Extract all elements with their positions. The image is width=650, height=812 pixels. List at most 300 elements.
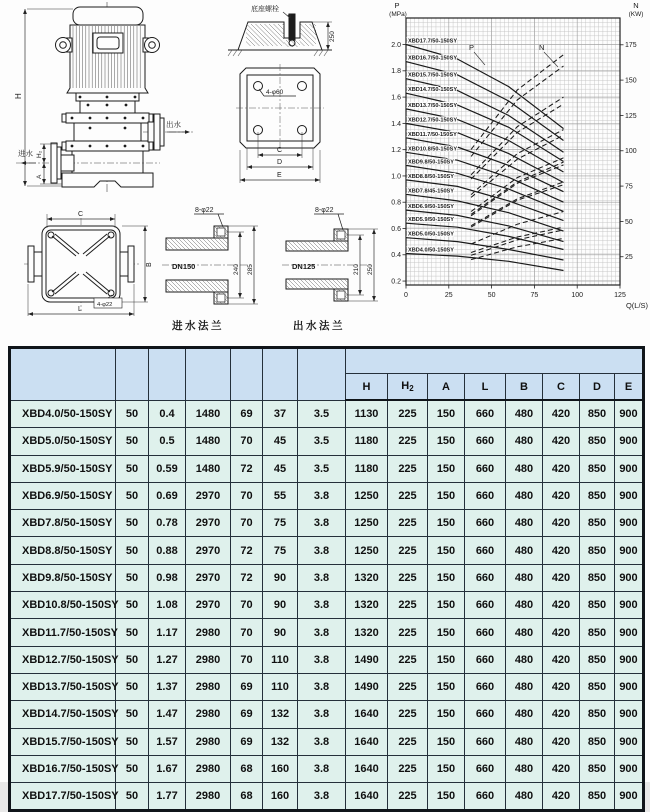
spec-cell: 900 xyxy=(615,537,644,564)
spec-cell: 850 xyxy=(580,701,615,728)
spec-cell: 0.98 xyxy=(149,564,186,591)
p-tick-label: 0.2 xyxy=(391,278,401,286)
spec-cell: 72 xyxy=(231,455,263,482)
performance-chart xyxy=(390,0,650,320)
spec-cell: 1320 xyxy=(346,592,388,619)
power-curves-callout: N xyxy=(539,43,545,52)
spec-cell: 420 xyxy=(543,728,580,755)
spec-cell: 660 xyxy=(465,428,506,455)
p-tick-label: 1.0 xyxy=(391,173,401,181)
spec-cell: 3.8 xyxy=(298,728,346,755)
curve-label: XBD4.0/50-150SY xyxy=(408,247,455,254)
top-view-dim-b: B xyxy=(146,262,153,267)
spec-cell: 900 xyxy=(615,701,644,728)
spec-cell: 50 xyxy=(116,646,149,673)
pressure-curves-callout: P xyxy=(469,43,475,52)
spec-cell: 660 xyxy=(465,728,506,755)
spec-cell: 150 xyxy=(428,728,465,755)
spec-cell: 150 xyxy=(428,537,465,564)
spec-cell: 900 xyxy=(615,755,644,782)
spec-cell: 3.8 xyxy=(298,673,346,700)
spec-cell: 150 xyxy=(428,755,465,782)
spec-cell: 480 xyxy=(506,755,543,782)
spec-cell: 660 xyxy=(465,482,506,509)
spec-cell: 850 xyxy=(580,592,615,619)
p-tick-label: 0.4 xyxy=(391,252,401,260)
spec-cell: 660 xyxy=(465,783,506,811)
spec-cell: 50 xyxy=(116,428,149,455)
table-row xyxy=(10,455,644,482)
spec-cell: 480 xyxy=(506,455,543,482)
spec-cell: 37 xyxy=(263,400,298,428)
foundation-depth-label: 250 xyxy=(329,31,336,42)
spec-cell: 70 xyxy=(231,646,263,673)
spec-cell: 900 xyxy=(615,564,644,591)
q-tick-label: 25 xyxy=(444,292,453,299)
spec-cell: 150 xyxy=(428,619,465,646)
spec-cell: 150 xyxy=(428,783,465,811)
model-cell: XBD9.8/50-150SY xyxy=(10,564,116,591)
header-empty-2 xyxy=(149,348,186,401)
spec-cell: 70 xyxy=(231,619,263,646)
outlet-label: 出水 xyxy=(166,120,181,129)
n-tick-label: 75 xyxy=(625,183,633,191)
table-row xyxy=(10,755,644,782)
spec-cell: 3.8 xyxy=(298,701,346,728)
spec-cell: 850 xyxy=(580,619,615,646)
inlet-label: 进水 xyxy=(18,149,33,158)
curve-label: XBD11.7/50-150SY xyxy=(408,131,457,138)
spec-cell: 3.5 xyxy=(298,400,346,428)
spec-cell: 2970 xyxy=(186,482,231,509)
outlet-flange-od: 250 xyxy=(367,264,374,275)
spec-cell: 850 xyxy=(580,673,615,700)
model-cell: XBD13.7/50-150SY xyxy=(10,673,116,700)
spec-cell: 50 xyxy=(116,619,149,646)
spec-cell: 150 xyxy=(428,482,465,509)
spec-table xyxy=(8,346,645,812)
dim-header-cell: B xyxy=(506,374,543,401)
spec-cell: 850 xyxy=(580,455,615,482)
spec-cell: 70 xyxy=(231,510,263,537)
curve-label: XBD9.8/50-150SY xyxy=(408,159,455,166)
spec-cell: 1250 xyxy=(346,510,388,537)
header-empty-5 xyxy=(263,348,298,401)
spec-cell: 660 xyxy=(465,755,506,782)
spec-cell: 660 xyxy=(465,400,506,428)
q-tick-label: 100 xyxy=(571,292,584,299)
foundation-bolt-caption: 底座螺栓 xyxy=(251,6,279,13)
dim-header-cell: A xyxy=(428,374,465,401)
model-cell: XBD4.0/50-150SY xyxy=(10,400,116,428)
spec-cell: 1.17 xyxy=(149,619,186,646)
spec-cell: 850 xyxy=(580,510,615,537)
outlet-flange-dn: DN125 xyxy=(292,262,316,271)
spec-cell: 900 xyxy=(615,619,644,646)
table-row xyxy=(10,783,644,811)
spec-cell: 850 xyxy=(580,428,615,455)
spec-cell: 150 xyxy=(428,510,465,537)
spec-cell: 225 xyxy=(388,783,428,811)
model-cell: XBD5.0/50-150SY xyxy=(10,428,116,455)
n-axis-title-symbol: N xyxy=(633,1,639,10)
header-empty-4 xyxy=(231,348,263,401)
spec-cell: 2980 xyxy=(186,673,231,700)
spec-cell: 110 xyxy=(263,646,298,673)
spec-cell: 900 xyxy=(615,455,644,482)
dim-h-label: H xyxy=(14,93,23,99)
spec-cell: 0.69 xyxy=(149,482,186,509)
p-tick-label: 1.6 xyxy=(391,94,401,102)
spec-cell: 225 xyxy=(388,619,428,646)
q-tick-label: 125 xyxy=(614,292,626,299)
spec-cell: 420 xyxy=(543,619,580,646)
spec-cell: 660 xyxy=(465,673,506,700)
spec-cell: 55 xyxy=(263,482,298,509)
spec-cell: 420 xyxy=(543,537,580,564)
p-axis-title-symbol: P xyxy=(394,1,400,10)
spec-cell: 90 xyxy=(263,564,298,591)
spec-cell: 3.8 xyxy=(298,537,346,564)
spec-cell: 480 xyxy=(506,564,543,591)
spec-cell: 69 xyxy=(231,673,263,700)
spec-cell: 480 xyxy=(506,619,543,646)
spec-cell: 2980 xyxy=(186,646,231,673)
spec-cell: 1480 xyxy=(186,455,231,482)
spec-cell: 480 xyxy=(506,592,543,619)
table-row xyxy=(10,728,644,755)
header-dimensions-group xyxy=(346,348,644,374)
n-axis-title-unit: (KW) xyxy=(628,11,644,18)
spec-cell: 1130 xyxy=(346,400,388,428)
model-cell: XBD7.8/50-150SY xyxy=(10,510,116,537)
spec-cell: 420 xyxy=(543,482,580,509)
spec-cell: 2980 xyxy=(186,701,231,728)
table-row xyxy=(10,701,644,728)
spec-cell: 0.88 xyxy=(149,537,186,564)
curve-label: XBD13.7/50-150SY xyxy=(408,102,458,109)
curve-label: XBD8.8/50-150SY xyxy=(408,173,455,180)
spec-cell: 1.27 xyxy=(149,646,186,673)
model-cell: XBD11.7/50-150SY xyxy=(10,619,116,646)
dim-header-cell: H xyxy=(346,374,388,401)
spec-cell: 660 xyxy=(465,701,506,728)
spec-cell: 900 xyxy=(615,428,644,455)
base-plan-drawing xyxy=(236,64,324,152)
spec-cell: 420 xyxy=(543,455,580,482)
spec-cell: 3.8 xyxy=(298,592,346,619)
spec-cell: 420 xyxy=(543,755,580,782)
p-tick-label: 1.2 xyxy=(391,147,401,155)
model-cell: XBD8.8/50-150SY xyxy=(10,537,116,564)
spec-cell: 50 xyxy=(116,783,149,811)
spec-cell: 420 xyxy=(543,701,580,728)
spec-cell: 160 xyxy=(263,755,298,782)
model-cell: XBD14.7/50-150SY xyxy=(10,701,116,728)
spec-cell: 660 xyxy=(465,537,506,564)
spec-cell: 420 xyxy=(543,646,580,673)
header-empty-1 xyxy=(116,348,149,401)
spec-cell: 1490 xyxy=(346,646,388,673)
spec-cell: 850 xyxy=(580,783,615,811)
p-axis-title-unit: (MPa) xyxy=(389,11,407,18)
spec-cell: 225 xyxy=(388,510,428,537)
spec-cell: 110 xyxy=(263,673,298,700)
p-tick-label: 0.6 xyxy=(391,225,401,233)
spec-cell: 225 xyxy=(388,755,428,782)
spec-cell: 2970 xyxy=(186,592,231,619)
q-axis-label: Q(L/S) xyxy=(625,301,649,310)
table-row xyxy=(10,510,644,537)
inlet-flange-od: 285 xyxy=(247,264,254,275)
top-view-dim-c: C xyxy=(78,211,84,218)
base-plan-dim-e: E xyxy=(277,172,282,179)
spec-cell: 225 xyxy=(388,564,428,591)
spec-cell: 70 xyxy=(231,592,263,619)
spec-cell: 1.47 xyxy=(149,701,186,728)
curve-label: XBD14.7/50-150SY xyxy=(408,87,458,94)
spec-cell: 850 xyxy=(580,646,615,673)
spec-cell: 480 xyxy=(506,646,543,673)
spec-cell: 70 xyxy=(231,482,263,509)
model-cell: XBD10.8/50-150SY xyxy=(10,592,116,619)
n-tick-label: 125 xyxy=(625,112,637,120)
dim-header-cell: D xyxy=(580,374,615,401)
spec-cell: 0.5 xyxy=(149,428,186,455)
q-tick-label: 50 xyxy=(487,292,496,299)
spec-cell: 660 xyxy=(465,592,506,619)
table-row xyxy=(10,428,644,455)
spec-cell: 50 xyxy=(116,510,149,537)
spec-cell: 660 xyxy=(465,619,506,646)
p-tick-label: 1.8 xyxy=(391,68,401,76)
inlet-flange-callout: 8-φ22 xyxy=(195,207,214,214)
spec-cell: 150 xyxy=(428,455,465,482)
header-empty-model xyxy=(10,348,116,401)
spec-cell: 50 xyxy=(116,455,149,482)
spec-cell: 3.5 xyxy=(298,455,346,482)
spec-cell: 3.5 xyxy=(298,428,346,455)
spec-cell: 900 xyxy=(615,482,644,509)
spec-cell: 480 xyxy=(506,510,543,537)
p-tick-label: 1.4 xyxy=(391,120,401,128)
spec-cell: 50 xyxy=(116,673,149,700)
spec-cell: 225 xyxy=(388,592,428,619)
spec-cell: 850 xyxy=(580,537,615,564)
model-cell: XBD6.9/50-150SY xyxy=(10,482,116,509)
spec-cell: 1.67 xyxy=(149,755,186,782)
curve-label: XBD17.7/50-150SY xyxy=(408,38,458,45)
top-view-callout: 4-φ22 xyxy=(97,302,113,308)
model-cell: XBD5.9/50-150SY xyxy=(10,455,116,482)
pump-front-view-drawing xyxy=(16,2,194,192)
curve-label: XBD12.7/50-150SY xyxy=(408,117,458,124)
spec-cell: 0.4 xyxy=(149,400,186,428)
spec-cell: 69 xyxy=(231,701,263,728)
spec-cell: 150 xyxy=(428,564,465,591)
spec-cell: 900 xyxy=(615,728,644,755)
curve-label: XBD7.8/45-150SY xyxy=(408,188,455,195)
spec-cell: 480 xyxy=(506,400,543,428)
dim-header-cell: E xyxy=(615,374,644,401)
spec-cell: 1.08 xyxy=(149,592,186,619)
spec-cell: 68 xyxy=(231,755,263,782)
spec-cell: 850 xyxy=(580,400,615,428)
spec-cell: 420 xyxy=(543,510,580,537)
spec-cell: 50 xyxy=(116,400,149,428)
spec-cell: 1640 xyxy=(346,783,388,811)
spec-cell: 850 xyxy=(580,564,615,591)
spec-cell: 2980 xyxy=(186,755,231,782)
spec-cell: 3.8 xyxy=(298,482,346,509)
model-cell: XBD17.7/50-150SY xyxy=(10,783,116,811)
table-row xyxy=(10,482,644,509)
spec-cell: 900 xyxy=(615,510,644,537)
spec-cell: 69 xyxy=(231,400,263,428)
p-tick-label: 2.0 xyxy=(391,41,401,49)
spec-cell: 50 xyxy=(116,592,149,619)
spec-cell: 420 xyxy=(543,400,580,428)
table-row xyxy=(10,673,644,700)
spec-cell: 150 xyxy=(428,400,465,428)
inlet-flange-dn: DN150 xyxy=(172,262,196,271)
base-plan-dim-d: D xyxy=(277,159,283,166)
spec-cell: 1.77 xyxy=(149,783,186,811)
spec-cell: 480 xyxy=(506,537,543,564)
spec-cell: 3.8 xyxy=(298,783,346,811)
spec-cell: 420 xyxy=(543,673,580,700)
spec-cell: 225 xyxy=(388,646,428,673)
spec-cell: 50 xyxy=(116,482,149,509)
p-tick-label: 0.8 xyxy=(391,199,401,207)
spec-cell: 1640 xyxy=(346,728,388,755)
spec-cell: 225 xyxy=(388,728,428,755)
spec-cell: 420 xyxy=(543,783,580,811)
spec-cell: 132 xyxy=(263,701,298,728)
q-tick-label: 75 xyxy=(530,292,539,299)
spec-cell: 2980 xyxy=(186,728,231,755)
spec-cell: 50 xyxy=(116,728,149,755)
table-row xyxy=(10,400,644,428)
spec-cell: 1320 xyxy=(346,564,388,591)
inlet-flange-bolt-circle: 240 xyxy=(233,264,240,275)
spec-cell: 45 xyxy=(263,428,298,455)
curve-label: XBD5.9/50-150SY xyxy=(408,217,455,224)
spec-cell: 850 xyxy=(580,755,615,782)
model-cell: XBD15.7/50-150SY xyxy=(10,728,116,755)
spec-cell: 75 xyxy=(263,510,298,537)
spec-cell: 70 xyxy=(231,428,263,455)
table-header-row-top xyxy=(10,348,644,374)
dim-header-cell: $H_2$ xyxy=(388,374,428,401)
spec-cell: 900 xyxy=(615,673,644,700)
spec-cell: 225 xyxy=(388,400,428,428)
spec-cell: 3.8 xyxy=(298,510,346,537)
curve-label: XBD5.0/50-150SY xyxy=(408,231,455,238)
spec-cell: 90 xyxy=(263,592,298,619)
spec-cell: 900 xyxy=(615,646,644,673)
spec-cell: 1490 xyxy=(346,673,388,700)
spec-cell: 3.8 xyxy=(298,646,346,673)
model-cell: XBD16.7/50-150SY xyxy=(10,755,116,782)
spec-cell: 150 xyxy=(428,701,465,728)
spec-cell: 480 xyxy=(506,428,543,455)
spec-cell: 1180 xyxy=(346,455,388,482)
spec-cell: 69 xyxy=(231,728,263,755)
foundation-bolt-drawing xyxy=(228,14,332,56)
spec-cell: 150 xyxy=(428,646,465,673)
spec-cell: 0.78 xyxy=(149,510,186,537)
spec-cell: 72 xyxy=(231,564,263,591)
spec-cell: 420 xyxy=(543,592,580,619)
spec-cell: 50 xyxy=(116,564,149,591)
spec-cell: 1.37 xyxy=(149,673,186,700)
spec-cell: 660 xyxy=(465,564,506,591)
spec-cell: 3.8 xyxy=(298,564,346,591)
spec-cell: 420 xyxy=(543,564,580,591)
spec-cell: 150 xyxy=(428,592,465,619)
spec-cell: 225 xyxy=(388,701,428,728)
spec-cell: 1480 xyxy=(186,428,231,455)
spec-cell: 660 xyxy=(465,510,506,537)
spec-cell: 2980 xyxy=(186,619,231,646)
base-plan-dim-c: C xyxy=(277,147,283,154)
top-view-dim-l: L xyxy=(78,306,82,313)
spec-cell: 480 xyxy=(506,783,543,811)
header-empty-3 xyxy=(186,348,231,401)
spec-cell: 1320 xyxy=(346,619,388,646)
spec-cell: 900 xyxy=(615,400,644,428)
n-tick-label: 175 xyxy=(625,42,637,50)
outlet-flange-callout: 8-φ22 xyxy=(315,207,334,214)
table-row xyxy=(10,619,644,646)
dim-header-cell: L xyxy=(465,374,506,401)
dim-h2-label: H₂ xyxy=(36,150,43,158)
spec-cell: 900 xyxy=(615,592,644,619)
spec-cell: 1640 xyxy=(346,755,388,782)
curve-label: XBD6.9/50-150SY xyxy=(408,204,455,211)
model-cell: XBD12.7/50-150SY xyxy=(10,646,116,673)
spec-cell: 225 xyxy=(388,482,428,509)
outlet-flange-bolt-circle: 210 xyxy=(353,264,360,275)
spec-cell: 480 xyxy=(506,482,543,509)
spec-cell: 480 xyxy=(506,673,543,700)
spec-cell: 1480 xyxy=(186,400,231,428)
spec-cell: 225 xyxy=(388,428,428,455)
table-row xyxy=(10,592,644,619)
spec-cell: 72 xyxy=(231,537,263,564)
spec-cell: 0.59 xyxy=(149,455,186,482)
spec-cell: 480 xyxy=(506,728,543,755)
n-tick-label: 25 xyxy=(625,254,633,262)
spec-cell: 3.8 xyxy=(298,619,346,646)
spec-cell: 45 xyxy=(263,455,298,482)
curve-label: XBD10.8/50-150SY xyxy=(408,146,458,153)
spec-cell: 2970 xyxy=(186,537,231,564)
spec-cell: 1640 xyxy=(346,701,388,728)
table-row xyxy=(10,646,644,673)
spec-cell: 50 xyxy=(116,701,149,728)
spec-cell: 225 xyxy=(388,455,428,482)
curve-label: XBD15.7/50-150SY xyxy=(408,72,458,79)
outlet-flange-drawing xyxy=(282,214,372,301)
spec-cell: 850 xyxy=(580,482,615,509)
spec-cell: 660 xyxy=(465,646,506,673)
spec-cell: 1250 xyxy=(346,482,388,509)
spec-cell: 160 xyxy=(263,783,298,811)
n-tick-label: 150 xyxy=(625,77,637,85)
spec-cell: 420 xyxy=(543,428,580,455)
